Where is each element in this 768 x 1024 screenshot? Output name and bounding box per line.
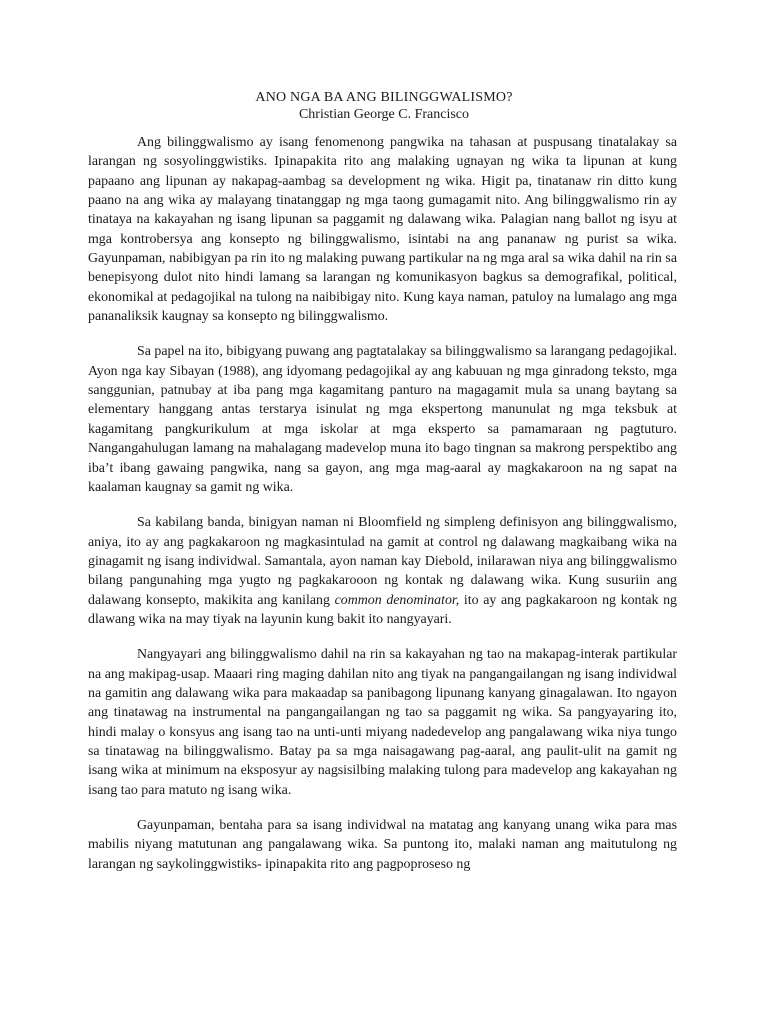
- paragraph-1: Ang bilinggwalismo ay isang fenomenong pangwika na tahasan at puspusang tinatalakay sa larangan ng sosyolinggwistiks. Ipinapakita rito ang malaking ugnayan ng wika ta lipunan at kung papaano ang lipunan ay nakapag-aambag sa development ng wika. Higit pa, tinatanaw rin ditto kung paano na ang wika ay malayang tinatanggap ng mga taong gumagamit nito. Ang bilinggwalismo rin ay tinataya na kakayahan ng isang lipunan sa paggamit ng dalawang wika. Palagian nang ballot ng isyu at mga kontrobersya ang konsepto ng bilinggwalismo, isintabi na ang pananaw ng purist sa wika. Gayunpaman, nabibigyan pa rin ito ng malaking puwang partikular na ng mga aral sa wika dahil na rin sa benepisyong dulot nito hindi lamang sa larangan ng komunikasyon bagkus sa demografikal, political, ekonomikal at pedagojikal na tulong na naibibigay nito. Kung kaya naman, patuloy na lumalago ang mga pananaliksik kaugnay sa konsepto ng bilinggwalismo.: [88, 135, 677, 325]
- document-header: [0, 89, 768, 123]
- paragraph-3-emphasis: common denominator,: [334, 592, 460, 608]
- paragraph-3: [88, 513, 677, 629]
- paragraph-2: Sa papel na ito, bibigyang puwang ang pagtatalakay sa bilinggwalismo sa larangang pedagojikal. Ayon nga kay Sibayan (1988), ang idyomang pedagojikal ay ang kabuuan ng mga ginradong teksto, mga sanggunian, patnubay at iba pang mga kagamitang panturo na magagamit mula sa unang baytang sa elementary hanggang antas terstarya isinulat ng mga ekspertong manunulat ng mga teksbuk at kagamitang pangkurikulum at mga iskolar at mga eksperto sa pamamaraan ng pagtuturo. Nangangahulugan lamang na mahalagang madevelop muna ito bago tingnan sa makrong perspektibo ang iba’t ibang gawaing pangwika, nang sa gayon, ang mga mag-aaral ay magkakaroon na ng sapat na kaalaman kaugnay sa gamit ng wika.: [88, 344, 677, 495]
- paragraph-3-text-after: ito ay ang pagkakaroon ng kontak ng dlawang wika na may tiyak na layunin kung bakit ito nangyayari.: [88, 592, 677, 627]
- document-author: Christian George C. Francisco: [298, 107, 470, 122]
- document-body: [88, 133, 677, 890]
- paragraph-4: Nangyayari ang bilinggwalismo dahil na rin sa kakayahan ng tao na makapag-interak partikular na ang makipag-usap. Maaari ring maging dahilan nito ang tiyak na pangangailangan ng isang individwal na gamitin ang dalawang wika para makaadap sa panibagong lipunang kanyang ginagalawan. Ito ngayon ang tinatawag na instrumental na pangangailangan ng tao sa paggamit ng wika. Sa pangyayaring ito, hindi malay o konsyus ang isang tao na unti-unti miyang nadedevelop ang pangalawang wika niya tungo sa tinatawag na bilinggwalismo. Batay pa sa mga naisagawang pag-aaral, ang paulit-ulit na gamit ng isang wika at minimum na eksposyur ay nagsisilbing malaking tulong para madevelop ang kakayahan ng isang tao para matuto ng isang wika.: [88, 647, 677, 798]
- paragraph-5: Gayunpaman, bentaha para sa isang individwal na matatag ang kanyang unang wika para mas mabilis niyang matutunan ang pangalawang wika. Sa puntong ito, malaki naman ang maitutulong ng larangan ng saykolinggwistiks- ipinapakita rito ang pagpoproseso ng: [88, 818, 677, 872]
- paragraph-3-text-before: Sa kabilang banda, binigyan naman ni Bloomfield ng simpleng definisyon ang bilinggwalismo, aniya, ito ay ang pagkakaroon ng magkasintulad na gamit at control ng dalawang magkaibang wika na ginagamit ng isang individwal. Samantala, ayon naman kay Diebold, inilarawan niya ang bilinggwalismo bilang pangunahing mga yugto ng pagkakarooon ng kontak ng dalawang wika. Kung susuriin ang dalawang konsepto, makikita ang kanilang: [88, 515, 677, 608]
- document-title: ANO NGA BA ANG BILINGGWALISMO?: [255, 90, 513, 105]
